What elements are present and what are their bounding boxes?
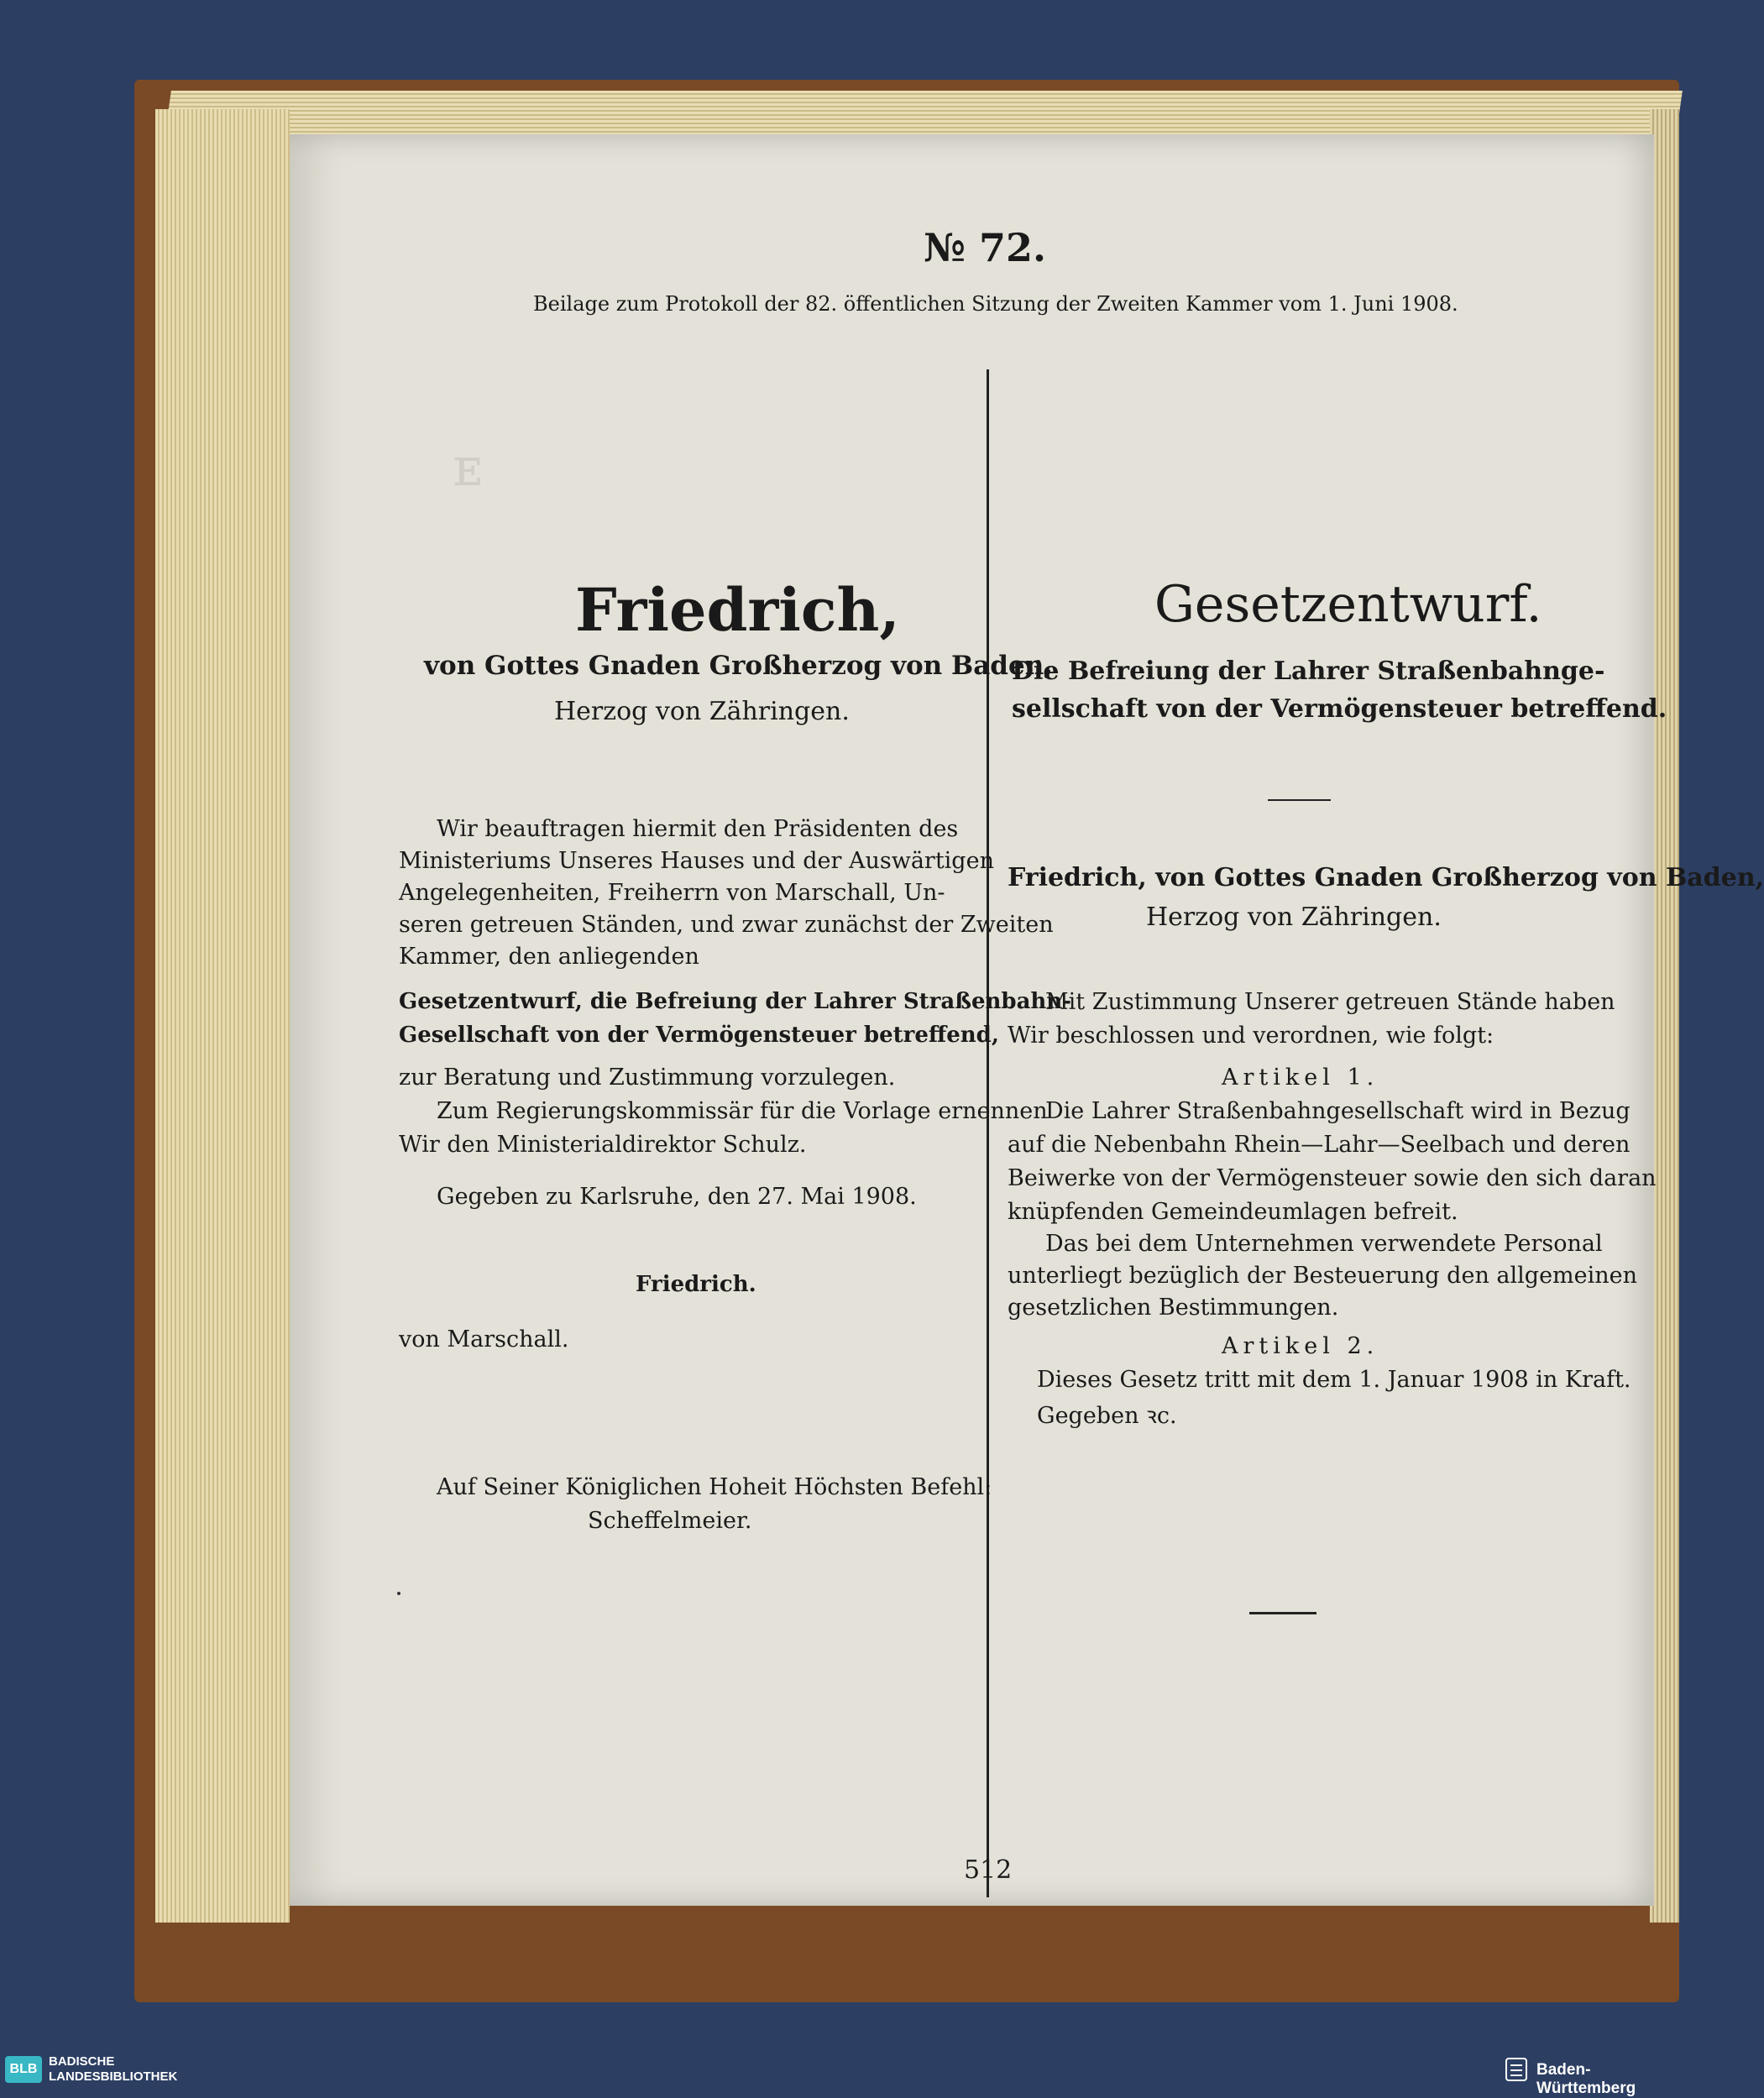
left-para1-line5: Kammer, den anliegenden bbox=[399, 944, 699, 970]
right-title: Gesetzentwurf. bbox=[1154, 575, 1542, 634]
right-intro-line2: Wir beschlossen und verordnen, wie folgt: bbox=[1008, 1023, 1494, 1049]
right-heading2: Herzog von Zähringen. bbox=[1146, 903, 1442, 932]
document-page bbox=[290, 134, 1654, 1906]
column-divider bbox=[987, 369, 989, 1897]
right-article1-line4: knüpfenden Gemeindeumlagen befreit. bbox=[1008, 1199, 1458, 1225]
state-coat-of-arms-icon bbox=[1503, 2055, 1530, 2084]
left-order-line1: Auf Seiner Königlichen Hoheit Höchsten Befehl: bbox=[437, 1474, 992, 1500]
right-heading: Friedrich, von Gottes Gnaden Großherzog von Baden, bbox=[1008, 863, 1764, 892]
right-article1-line5: Das bei dem Unternehmen verwendete Personal bbox=[1045, 1231, 1603, 1257]
state-name[interactable]: Baden-Württemberg bbox=[1536, 2061, 1636, 2097]
library-name[interactable] bbox=[49, 2054, 177, 2085]
right-given: Gegeben ꝛc. bbox=[1037, 1403, 1177, 1429]
right-article1-line7: gesetzlichen Bestimmungen. bbox=[1008, 1295, 1339, 1321]
right-short-rule bbox=[1268, 799, 1331, 801]
right-subtitle-line1: Die Befreiung der Lahrer Straßenbahnge- bbox=[1012, 657, 1605, 686]
page-edges-left bbox=[155, 109, 290, 1923]
left-order-line2: Scheffelmeier. bbox=[588, 1508, 752, 1534]
left-para2: zur Beratung und Zustimmung vorzulegen. bbox=[399, 1065, 896, 1091]
library-name-line1: BADISCHE bbox=[49, 2054, 115, 2069]
document-number: № 72. bbox=[924, 225, 1047, 270]
left-line2: Herzog von Zähringen. bbox=[554, 697, 850, 726]
right-article1-line2: auf die Nebenbahn Rhein—Lahr—Seelbach und deren bbox=[1008, 1132, 1631, 1158]
right-article2-heading: Artikel 2. bbox=[1222, 1333, 1379, 1359]
margin-dot bbox=[397, 1592, 400, 1595]
left-para1-line3: Angelegenheiten, Freiherrn von Marschall, Un- bbox=[399, 880, 945, 906]
left-given: Gegeben zu Karlsruhe, den 27. Mai 1908. bbox=[437, 1184, 917, 1210]
library-logo[interactable]: BLB bbox=[5, 2056, 42, 2083]
right-article1-heading: Artikel 1. bbox=[1222, 1065, 1379, 1091]
left-para1-line2: Ministeriums Unseres Hauses und der Auswärtigen bbox=[399, 848, 994, 874]
left-para3-line1: Zum Regierungskommissär für die Vorlage ernennen bbox=[437, 1098, 1048, 1124]
left-line1: von Gottes Gnaden Großherzog von Baden, bbox=[424, 651, 1054, 681]
left-para3-line2: Wir den Ministerialdirektor Schulz. bbox=[399, 1132, 807, 1158]
left-para1-line1: Wir beauftragen hiermit den Präsidenten des bbox=[437, 816, 959, 842]
left-title: Friedrich, bbox=[575, 575, 900, 645]
right-intro-line1: Mit Zustimmung Unserer getreuen Stände haben bbox=[1045, 989, 1615, 1015]
page-number: 512 bbox=[964, 1855, 1013, 1885]
page-edges-right bbox=[1650, 109, 1679, 1923]
left-signature: Friedrich. bbox=[636, 1272, 756, 1297]
right-article1-line3: Beiwerke von der Vermögensteuer sowie den sich daran bbox=[1008, 1165, 1657, 1191]
right-article2-text: Dieses Gesetz tritt mit dem 1. Januar 1908 in Kraft. bbox=[1037, 1367, 1631, 1393]
page-edges-top bbox=[165, 91, 1683, 137]
right-subtitle-line2: sellschaft von der Vermögensteuer betreffend. bbox=[1012, 694, 1667, 724]
right-article1-line1: Die Lahrer Straßenbahngesellschaft wird in Bezug bbox=[1045, 1098, 1631, 1124]
document-subtitle: Beilage zum Protokoll der 82. öffentlichen Sitzung der Zweiten Kammer vom 1. Juni 1908. bbox=[533, 292, 1458, 316]
left-countersign: von Marschall. bbox=[399, 1326, 569, 1352]
left-bold-line1: Gesetzentwurf, die Befreiung der Lahrer Straßenbahn- bbox=[399, 989, 1072, 1014]
bleed-through-text: ᴇ bbox=[453, 437, 484, 499]
right-end-rule bbox=[1249, 1612, 1316, 1614]
left-para1-line4: seren getreuen Ständen, und zwar zunächst der Zweiten bbox=[399, 912, 1054, 938]
library-name-line2: LANDESBIBLIOTHEK bbox=[49, 2069, 178, 2084]
left-bold-line2: Gesellschaft von der Vermögensteuer betreffend, bbox=[399, 1023, 999, 1048]
right-article1-line6: unterliegt bezüglich der Besteuerung den allgemeinen bbox=[1008, 1263, 1638, 1289]
viewer-footer bbox=[0, 2048, 1679, 2090]
